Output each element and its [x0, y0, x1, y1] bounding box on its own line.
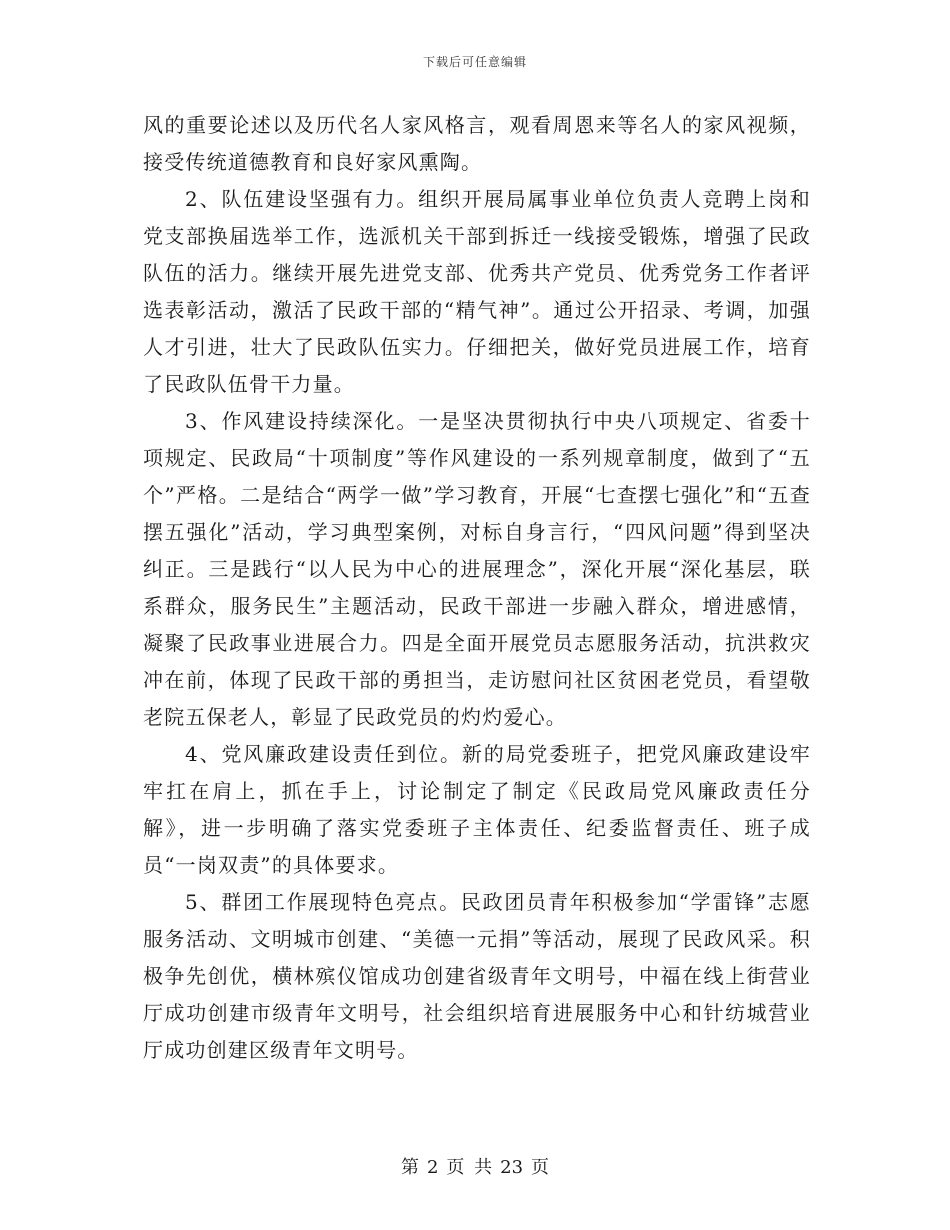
footer-total-pages: 23 [500, 1157, 524, 1178]
footer-current-page: 2 [426, 1157, 439, 1178]
header-note: 下载后可任意编辑 [422, 55, 527, 69]
page-footer [0, 1153, 950, 1179]
paragraph-continuation: 风的重要论述以及历代名人家风格言，观看周恩来等名人的家风视频，接受传统道德教育和良好家风熏陶。 [143, 113, 811, 174]
paragraph-integrity: 4、党风廉政建设责任到位。新的局党委班子，把党风廉政建设牢牢扛在肩上，抓在手上，讨论制定了制定《民政局党风廉政责任分解》，进一步明确了落实党委班子主体责任、纪委监督责任、班子成员“一岗双责”的具体要求。 [143, 742, 811, 877]
footer-prefix: 第 [400, 1157, 419, 1178]
paragraph-work-style: 3、作风建设持续深化。一是坚决贯彻执行中央八项规定、省委十项规定、民政局“十项制度”等作风建设的一系列规章制度，做到了“五个”严格。二是结合“两学一做”学习教育，开展“七查摆七强化”和“五查摆五强化”活动，学习典型案例，对标自身言行，“四风问题”得到坚决纠正。三是践行“以人民为中心的进展理念”，深化开展“深化基层，联系群众，服务民生”主题活动，民政干部进一步融入群众，增进感情，凝聚了民政事业进展合力。四是全面开展党员志愿服务活动，抗洪救灾冲在前，体现了民政干部的勇担当，走访慰问社区贫困老党员，看望敬老院五保老人，彰显了民政党员的灼灼爱心。 [143, 409, 811, 729]
footer-suffix: 页 [531, 1157, 550, 1178]
footer-middle: 页 共 [446, 1157, 493, 1178]
document-body [143, 107, 811, 1069]
paragraph-group-work: 5、群团工作展现特色亮点。民政团员青年积极参加“学雷锋”志愿服务活动、文明城市创建、“美德一元捐”等活动，展现了民政风采。积极争先创优，横林殡仪馆成功创建省级青年文明号，中福在线上街营业厅成功创建市级青年文明号，社会组织培育进展服务中心和针纺城营业厅成功创建区级青年文明号。 [143, 890, 811, 1062]
paragraph-team-building: 2、队伍建设坚强有力。组织开展局属事业单位负责人竞聘上岗和党支部换届选举工作，选派机关干部到拆迁一线接受锻炼，增强了民政队伍的活力。继续开展先进党支部、优秀共产党员、优秀党务工作者评选表彰活动，激活了民政干部的“精气神”。通过公开招录、考调，加强人才引进，壮大了民政队伍实力。仔细把关，做好党员进展工作，培育了民政队伍骨干力量。 [143, 187, 811, 396]
